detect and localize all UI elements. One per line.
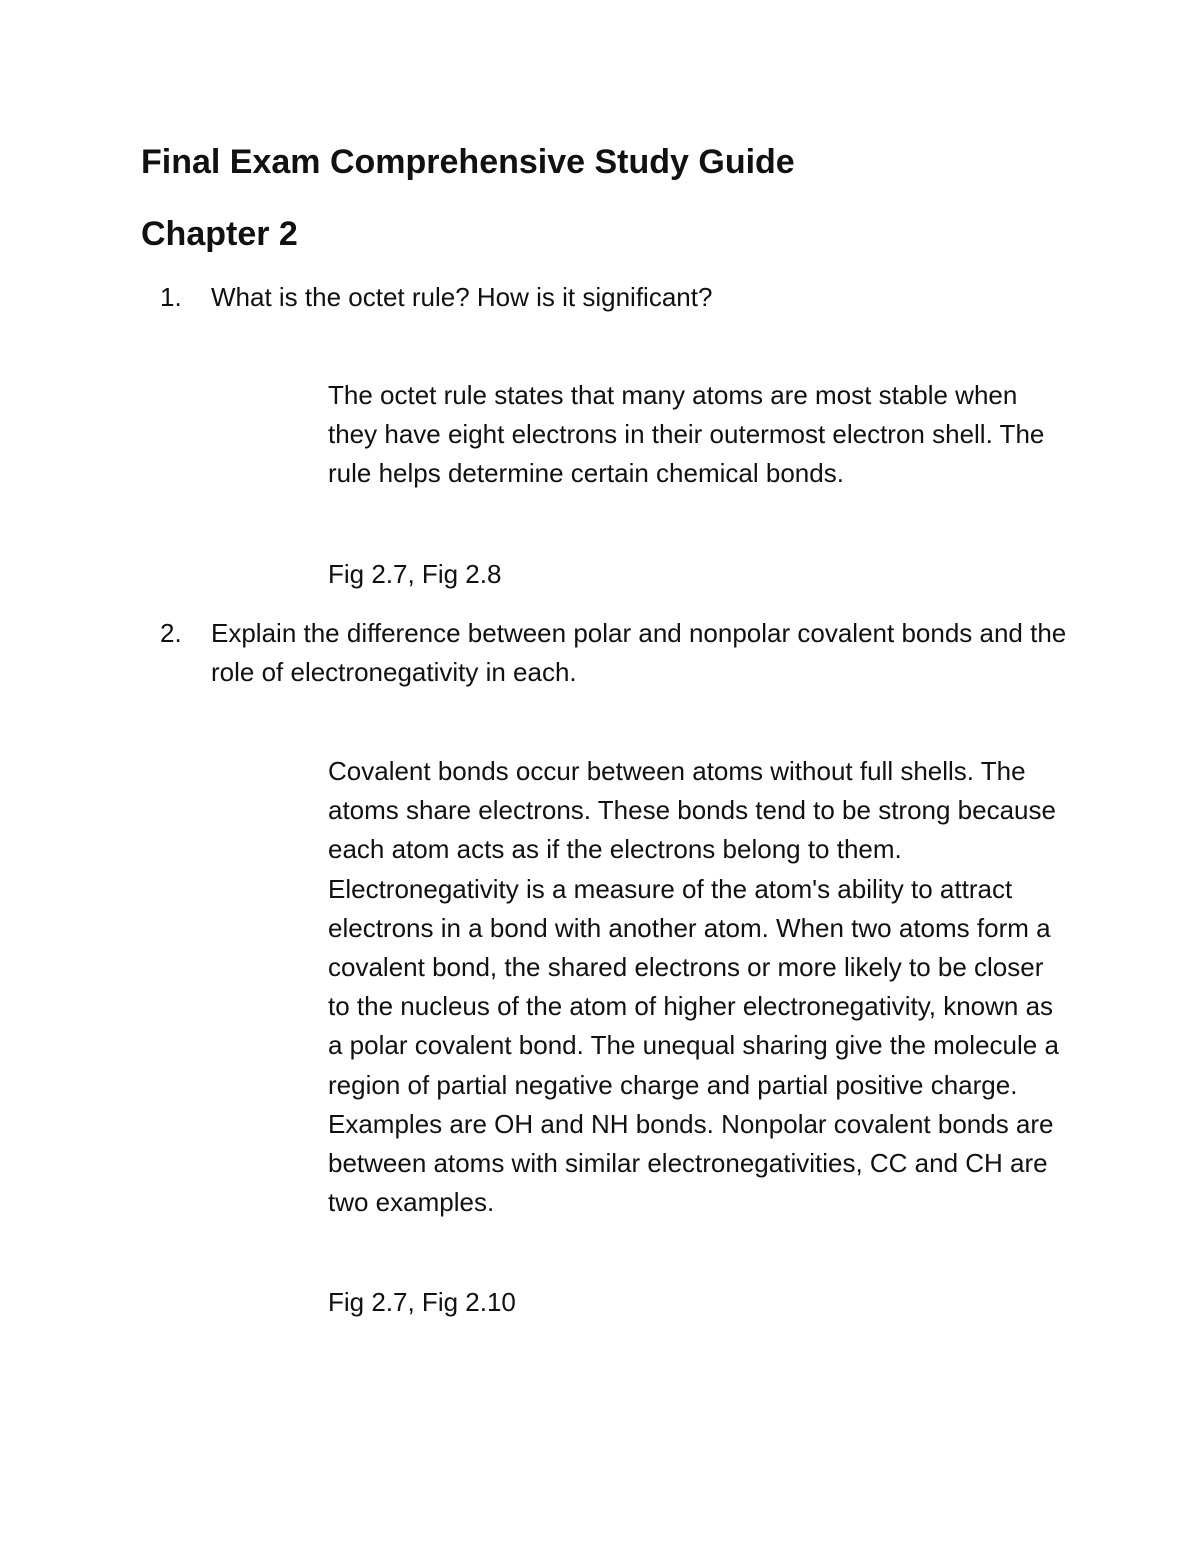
question-number: 1. bbox=[160, 282, 182, 312]
figure-reference: Fig 2.7, Fig 2.10 bbox=[328, 1287, 516, 1317]
figure-reference: Fig 2.7, Fig 2.8 bbox=[328, 559, 502, 589]
document-title: Final Exam Comprehensive Study Guide bbox=[141, 143, 795, 181]
question-text: Explain the difference between polar and nonpolar covalent bonds and the role of electronegativity in each. bbox=[211, 618, 1067, 687]
question-number: 2. bbox=[160, 618, 182, 648]
question-text: What is the octet rule? How is it significant? bbox=[211, 282, 713, 312]
answer-text: Covalent bonds occur between atoms without full shells. The atoms share electrons. These bonds tend to be strong because each atom acts as if the electrons belong to them. Electronegativity is a measure of the atom's ability to attract electrons in a bond with another atom. When two atoms form a covalent bond, the shared electrons or more likely to be closer to the nucleus of the atom of higher electronegativity, known as a polar covalent bond. The unequal sharing give the molecule a region of partial negative charge and partial positive charge. Examples are OH and NH bonds. Nonpolar covalent bonds are between atoms with similar electronegativities, CC and CH are two examples. bbox=[328, 756, 1059, 1218]
chapter-heading: Chapter 2 bbox=[141, 215, 298, 253]
answer-text: The octet rule states that many atoms are most stable when they have eight electrons in their outermost electron shell. The rule helps determine certain chemical bonds. bbox=[328, 380, 1045, 489]
